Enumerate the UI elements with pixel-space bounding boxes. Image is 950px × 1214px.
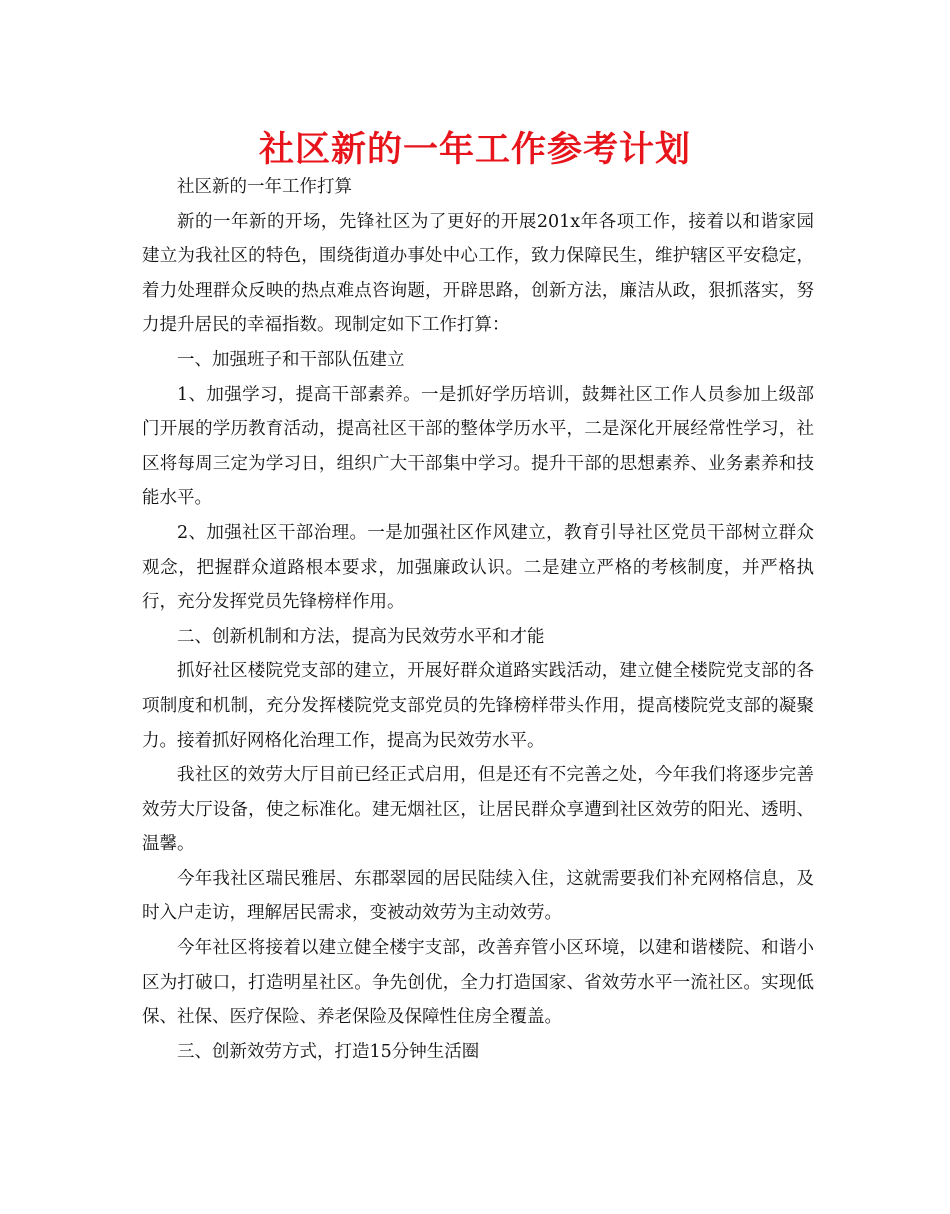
document-body	[142, 170, 814, 1069]
paragraph-residents: 今年我社区瑞民雅居、东郡翠园的居民陆续入住，这就需要我们补充网格信息，及时入户走访，理解居民需求，变被动效劳为主动效劳。	[142, 868, 814, 924]
section-heading-3: 三、创新效劳方式，打造15分钟生活圈	[177, 1041, 480, 1062]
paragraph-service-hall: 我社区的效劳大厅目前已经正式启用，但是还有不完善之处，今年我们将逐步完善效劳大厅设备，使之标准化。建无烟社区，让居民群众享遭到社区效劳的阳光、透明、温馨。	[142, 765, 814, 855]
paragraph-intro: 新的一年新的开场，先锋社区为了更好的开展201x年各项工作，接着以和谐家园建立为我社区的特色，围绕街道办事处中心工作，致力保障民生，维护辖区平安稳定，着力处理群众反映的热点难点咨询题，开辟思路，创新方法，廉洁从政，狠抓落实，努力提升居民的幸福指数。现制定如下工作打算：	[142, 211, 814, 336]
paragraph-item-2: 2、加强社区干部治理。一是加强社区作风建立，教育引导社区党员干部树立群众观念，把握群众道路根本要求，加强廉政认识。二是建立严格的考核制度，并严格执行，充分发挥党员先锋榜样作用。	[142, 522, 814, 613]
paragraph-item-1: 1、加强学习，提高干部素养。一是抓好学历培训，鼓舞社区工作人员参加上级部门开展的学历教育活动，提高社区干部的整体学历水平，二是深化开展经常性学习，社区将每周三定为学习日，组织广大干部集中学习。提升干部的思想素养、业务素养和技能水平。	[142, 384, 814, 509]
section-heading-2: 二、创新机制和方法，提高为民效劳水平和才能	[177, 626, 545, 647]
paragraph-subtitle: 社区新的一年工作打算	[177, 177, 352, 197]
paragraph-party-branch: 抓好社区楼院党支部的建立，开展好群众道路实践活动，建立健全楼院党支部的各项制度和机制，充分发挥楼院党支部党员的先锋榜样带头作用，提高楼院党支部的凝聚力。接着抓好网格化治理工作，提高为民效劳水平。	[142, 661, 814, 751]
document-title: 社区新的一年工作参考计划	[258, 130, 691, 170]
section-heading-1: 一、加强班子和干部队伍建立	[177, 349, 405, 370]
paragraph-community-goals: 今年社区将接着以建立健全楼宇支部，改善弃管小区环境，以建和谐楼院、和谐小区为打破口，打造明星社区。争先创优，全力打造国家、省效劳水平一流社区。实现低保、社保、医疗保险、养老保险及保障性住房全覆盖。	[142, 938, 814, 1028]
